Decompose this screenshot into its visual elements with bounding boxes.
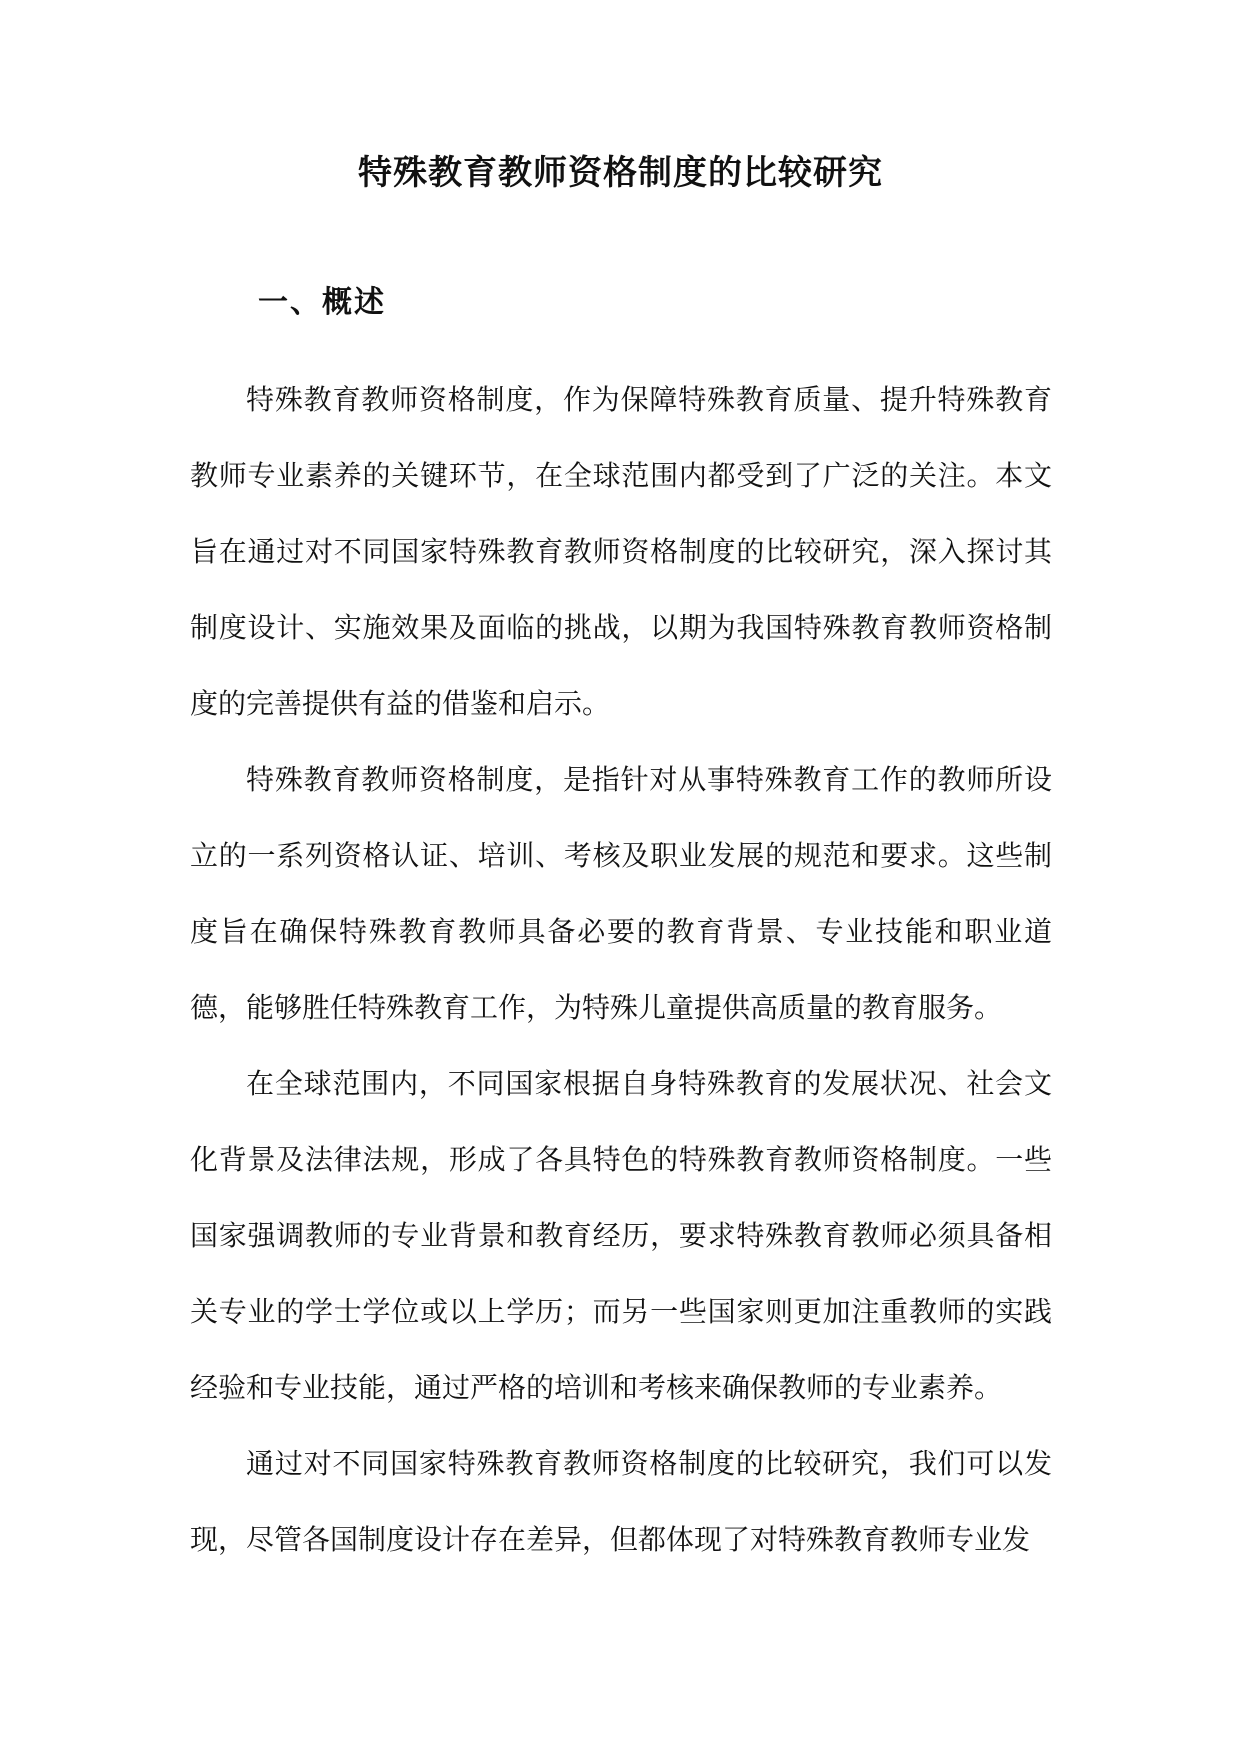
section-heading: 一、概述 bbox=[258, 285, 386, 320]
paragraph-4: 通过对不同国家特殊教育教师资格制度的比较研究，我们可以发现，尽管各国制度设计存在差异，但都体现了对特殊教育教师专业发 bbox=[190, 1447, 1052, 1556]
paragraph-2: 特殊教育教师资格制度，是指针对从事特殊教育工作的教师所设立的一系列资格认证、培训、考核及职业发展的规范和要求。这些制度旨在确保特殊教育教师具备必要的教育背景、专业技能和职业道德，能够胜任特殊教育工作，为特殊儿童提供高质量的教育服务。 bbox=[190, 763, 1052, 1024]
paragraph-1: 特殊教育教师资格制度，作为保障特殊教育质量、提升特殊教育教师专业素养的关键环节，在全球范围内都受到了广泛的关注。本文旨在通过对不同国家特殊教育教师资格制度的比较研究，深入探讨其制度设计、实施效果及面临的挑战，以期为我国特殊教育教师资格制度的完善提供有益的借鉴和启示。 bbox=[190, 383, 1052, 720]
document-title: 特殊教育教师资格制度的比较研究 bbox=[358, 153, 883, 193]
document-body bbox=[190, 362, 1052, 1578]
paragraph-3: 在全球范围内，不同国家根据自身特殊教育的发展状况、社会文化背景及法律法规，形成了各具特色的特殊教育教师资格制度。一些国家强调教师的专业背景和教育经历，要求特殊教育教师必须具备相关专业的学士学位或以上学历；而另一些国家则更加注重教师的实践经验和专业技能，通过严格的培训和考核来确保教师的专业素养。 bbox=[190, 1067, 1052, 1404]
